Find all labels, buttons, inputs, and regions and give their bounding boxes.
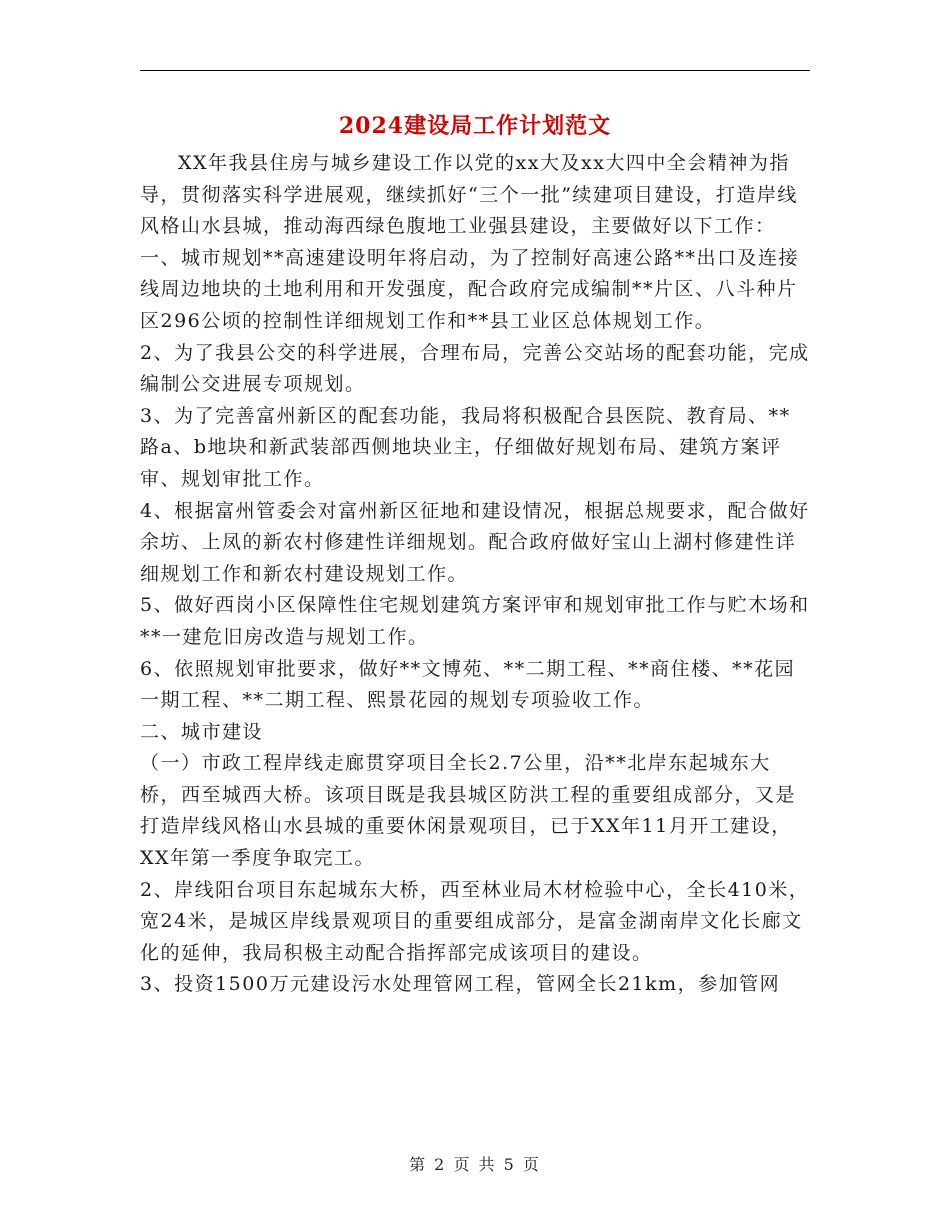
page-number: 第 2 页 共 5 页 bbox=[409, 1155, 541, 1174]
header-rule bbox=[140, 70, 810, 71]
paragraph-urban-planning: 一、城市规划**高速建设明年将启动，为了控制好高速公路**出口及连接线周边地块的土地利用和开发强度，配合政府完成编制**片区、八斗种片区296公顷的控制性详细规划工作和**县工业区总体规划工作。 bbox=[140, 246, 800, 332]
paragraph-planning-item-5: 5、做好西岗小区保障性住宅规划建筑方案评审和规划审批工作与贮木场和**一建危旧房改造与规划工作。 bbox=[140, 594, 810, 648]
paragraph-municipal-works: （一）市政工程岸线走廊贯穿项目全长2.7公里，沿**北岸东起城东大桥，西至城西大桥。该项目既是我县城区防洪工程的重要组成部分，又是打造岸线风格山水县城的重要休闲景观项目，已于XX年11月开工建设，XX年第一季度争取完工。 bbox=[140, 752, 797, 870]
paragraph-planning-item-2: 2、为了我县公交的科学进展，合理布局，完善公交站场的配套功能，完成编制公交进展专项规划。 bbox=[140, 341, 810, 396]
section-heading-urban-construction: 二、城市建设 bbox=[140, 720, 264, 743]
paragraph-planning-item-4: 4、根据富州管委会对富州新区征地和建设情况，根据总规要求，配合做好余坊、上凤的新农村修建性详细规划。配合政府做好宝山上湖村修建性详细规划工作和新农村建设规划工作。 bbox=[140, 499, 810, 585]
document-title: 2024建设局工作计划范文 bbox=[338, 113, 612, 139]
paragraph-planning-item-3: 3、为了完善富州新区的配套功能，我局将积极配合县医院、教育局、**路a、b地块和新武装部西侧地块业主，仔细做好规划布局、建筑方案评审、规划审批工作。 bbox=[140, 404, 791, 490]
paragraph-planning-item-6: 6、依照规划审批要求，做好**文博苑、**二期工程、**商住楼、**花园一期工程、**二期工程、熙景花园的规划专项验收工作。 bbox=[140, 657, 796, 712]
paragraph-construction-item-3: 3、投资1500万元建设污水处理管网工程，管网全长21km，参加管网 bbox=[140, 973, 781, 996]
paragraph-intro: XX年我县住房与城乡建设工作以党的xx大及xx大四中全会精神为指导，贯彻落实科学进展观，继续抓好“三个一批”续建项目建设，打造岸线风格山水县城，推动海西绿色腹地工业强县建设，主要做好以下工作： bbox=[140, 152, 798, 238]
paragraph-construction-item-2: 2、岸线阳台项目东起城东大桥，西至林业局木材检验中心，全长410米，宽24米，是城区岸线景观项目的重要组成部分，是富金湖南岸文化长廊文化的延伸，我局积极主动配合指挥部完成该项目的建设。 bbox=[140, 878, 810, 964]
document-body bbox=[140, 148, 810, 1001]
